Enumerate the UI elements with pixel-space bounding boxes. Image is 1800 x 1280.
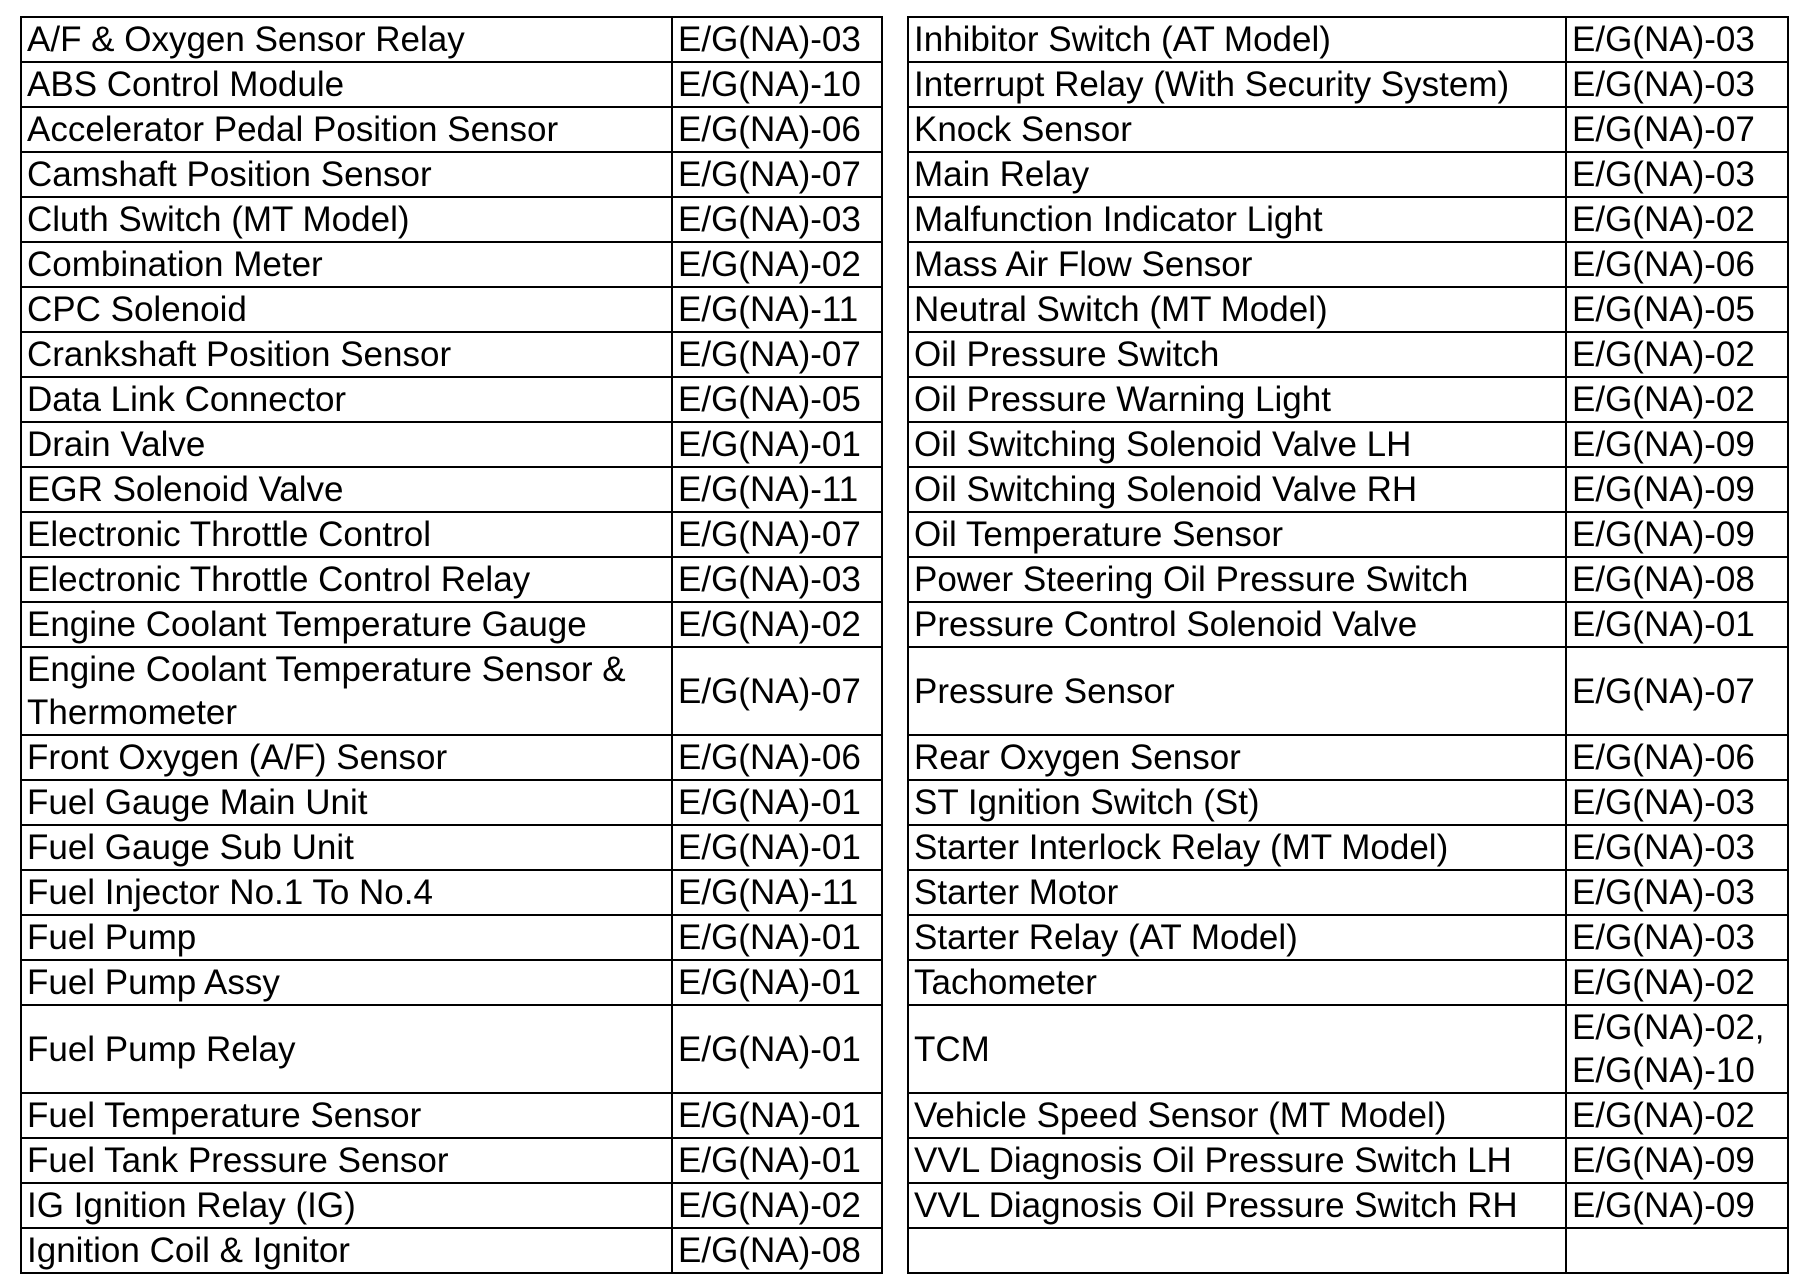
left-component-name: A/F & Oxygen Sensor Relay <box>21 17 672 62</box>
left-component-name: Data Link Connector <box>21 377 672 422</box>
column-gap <box>882 152 908 197</box>
left-component-name: EGR Solenoid Valve <box>21 467 672 512</box>
right-component-name: Starter Relay (AT Model) <box>908 915 1566 960</box>
column-gap <box>882 735 908 780</box>
left-page-code: E/G(NA)-10 <box>672 62 882 107</box>
right-page-code: E/G(NA)-03 <box>1566 62 1788 107</box>
right-component-name: Oil Temperature Sensor <box>908 512 1566 557</box>
right-page-code: E/G(NA)-03 <box>1566 870 1788 915</box>
right-page-code: E/G(NA)-03 <box>1566 152 1788 197</box>
column-gap <box>882 467 908 512</box>
right-page-code: E/G(NA)-03 <box>1566 17 1788 62</box>
left-page-code: E/G(NA)-11 <box>672 467 882 512</box>
left-page-code: E/G(NA)-05 <box>672 377 882 422</box>
right-page-code: E/G(NA)-06 <box>1566 242 1788 287</box>
right-page-code: E/G(NA)-07 <box>1566 647 1788 735</box>
table-row <box>21 332 1788 377</box>
table-row <box>21 647 1788 735</box>
table-row <box>21 422 1788 467</box>
left-page-code: E/G(NA)-06 <box>672 735 882 780</box>
right-page-code: E/G(NA)-09 <box>1566 512 1788 557</box>
right-component-name: Main Relay <box>908 152 1566 197</box>
left-component-name: Ignition Coil & Ignitor <box>21 1228 672 1273</box>
table-row <box>21 915 1788 960</box>
left-component-name: ABS Control Module <box>21 62 672 107</box>
right-page-code: E/G(NA)-03 <box>1566 825 1788 870</box>
left-component-name: CPC Solenoid <box>21 287 672 332</box>
right-component-name: Neutral Switch (MT Model) <box>908 287 1566 332</box>
table-row <box>21 960 1788 1005</box>
column-gap <box>882 557 908 602</box>
right-component-name: TCM <box>908 1005 1566 1093</box>
component-index-table <box>20 16 1789 1274</box>
right-component-name: Pressure Sensor <box>908 647 1566 735</box>
left-page-code: E/G(NA)-01 <box>672 1138 882 1183</box>
left-component-name: Crankshaft Position Sensor <box>21 332 672 377</box>
right-page-code: E/G(NA)-02 <box>1566 197 1788 242</box>
left-page-code: E/G(NA)-07 <box>672 512 882 557</box>
left-component-name: Fuel Pump Relay <box>21 1005 672 1093</box>
column-gap <box>882 825 908 870</box>
table-row <box>21 242 1788 287</box>
column-gap <box>882 512 908 557</box>
column-gap <box>882 107 908 152</box>
left-page-code: E/G(NA)-01 <box>672 1093 882 1138</box>
right-page-code: E/G(NA)-09 <box>1566 1183 1788 1228</box>
right-component-name: Oil Switching Solenoid Valve LH <box>908 422 1566 467</box>
left-component-name: Front Oxygen (A/F) Sensor <box>21 735 672 780</box>
table-row <box>21 467 1788 512</box>
table-row <box>21 870 1788 915</box>
left-component-name: Electronic Throttle Control Relay <box>21 557 672 602</box>
left-page-code: E/G(NA)-01 <box>672 825 882 870</box>
column-gap <box>882 62 908 107</box>
left-page-code: E/G(NA)-07 <box>672 647 882 735</box>
right-component-name: VVL Diagnosis Oil Pressure Switch RH <box>908 1183 1566 1228</box>
right-page-code <box>1566 1005 1788 1093</box>
table-row <box>21 512 1788 557</box>
left-component-name: Accelerator Pedal Position Sensor <box>21 107 672 152</box>
right-component-name: Mass Air Flow Sensor <box>908 242 1566 287</box>
table-row <box>21 287 1788 332</box>
left-component-name: Drain Valve <box>21 422 672 467</box>
left-page-code: E/G(NA)-01 <box>672 422 882 467</box>
left-page-code: E/G(NA)-06 <box>672 107 882 152</box>
table-row <box>21 1005 1788 1093</box>
right-component-name: Oil Pressure Switch <box>908 332 1566 377</box>
right-page-code: E/G(NA)-03 <box>1566 780 1788 825</box>
column-gap <box>882 870 908 915</box>
table-row <box>21 1138 1788 1183</box>
table-row <box>21 602 1788 647</box>
table-row <box>21 377 1788 422</box>
right-page-code: E/G(NA)-08 <box>1566 557 1788 602</box>
left-page-code: E/G(NA)-11 <box>672 287 882 332</box>
right-component-name: Knock Sensor <box>908 107 1566 152</box>
left-component-name: Engine Coolant Temperature Sensor & Thermometer <box>21 647 672 735</box>
column-gap <box>882 197 908 242</box>
left-page-code: E/G(NA)-11 <box>672 870 882 915</box>
column-gap <box>882 915 908 960</box>
column-gap <box>882 1093 908 1138</box>
table-body <box>21 17 1788 1273</box>
left-page-code: E/G(NA)-02 <box>672 602 882 647</box>
right-component-name: ST Ignition Switch (St) <box>908 780 1566 825</box>
left-page-code: E/G(NA)-07 <box>672 152 882 197</box>
right-page-code: E/G(NA)-07 <box>1566 107 1788 152</box>
column-gap <box>882 332 908 377</box>
column-gap <box>882 287 908 332</box>
right-component-name: Inhibitor Switch (AT Model) <box>908 17 1566 62</box>
right-component-name: Starter Motor <box>908 870 1566 915</box>
right-component-name <box>908 1228 1566 1273</box>
index-table-wrapper <box>20 16 1789 1274</box>
right-component-name: Malfunction Indicator Light <box>908 197 1566 242</box>
column-gap <box>882 602 908 647</box>
right-component-name: Oil Switching Solenoid Valve RH <box>908 467 1566 512</box>
left-component-name: IG Ignition Relay (IG) <box>21 1183 672 1228</box>
right-page-code: E/G(NA)-02 <box>1566 960 1788 1005</box>
right-page-code-line: E/G(NA)-10 <box>1572 1051 1755 1090</box>
right-component-name: Interrupt Relay (With Security System) <box>908 62 1566 107</box>
left-page-code: E/G(NA)-01 <box>672 960 882 1005</box>
right-page-code: E/G(NA)-01 <box>1566 602 1788 647</box>
table-row <box>21 557 1788 602</box>
left-page-code: E/G(NA)-03 <box>672 17 882 62</box>
column-gap <box>882 242 908 287</box>
right-page-code: E/G(NA)-06 <box>1566 735 1788 780</box>
left-page-code: E/G(NA)-07 <box>672 332 882 377</box>
left-component-name: Electronic Throttle Control <box>21 512 672 557</box>
left-component-name: Cluth Switch (MT Model) <box>21 197 672 242</box>
table-row <box>21 825 1788 870</box>
right-component-name: Power Steering Oil Pressure Switch <box>908 557 1566 602</box>
left-page-code: E/G(NA)-08 <box>672 1228 882 1273</box>
table-row <box>21 735 1788 780</box>
column-gap <box>882 1138 908 1183</box>
left-component-name: Fuel Injector No.1 To No.4 <box>21 870 672 915</box>
right-page-code-line: E/G(NA)-02, <box>1572 1008 1765 1047</box>
column-gap <box>882 17 908 62</box>
column-gap <box>882 377 908 422</box>
right-page-code: E/G(NA)-02 <box>1566 332 1788 377</box>
right-page-code: E/G(NA)-02 <box>1566 377 1788 422</box>
table-row <box>21 1228 1788 1273</box>
left-component-name: Engine Coolant Temperature Gauge <box>21 602 672 647</box>
left-component-name: Fuel Tank Pressure Sensor <box>21 1138 672 1183</box>
table-row <box>21 780 1788 825</box>
column-gap <box>882 1005 908 1093</box>
column-gap <box>882 780 908 825</box>
left-component-name: Camshaft Position Sensor <box>21 152 672 197</box>
left-page-code: E/G(NA)-02 <box>672 1183 882 1228</box>
right-component-name: Rear Oxygen Sensor <box>908 735 1566 780</box>
right-component-name: Pressure Control Solenoid Valve <box>908 602 1566 647</box>
column-gap <box>882 1183 908 1228</box>
table-row <box>21 62 1788 107</box>
table-row <box>21 1093 1788 1138</box>
left-page-code: E/G(NA)-01 <box>672 1005 882 1093</box>
column-gap <box>882 960 908 1005</box>
column-gap <box>882 422 908 467</box>
right-page-code: E/G(NA)-09 <box>1566 422 1788 467</box>
right-component-name: VVL Diagnosis Oil Pressure Switch LH <box>908 1138 1566 1183</box>
right-component-name: Tachometer <box>908 960 1566 1005</box>
left-component-name: Fuel Temperature Sensor <box>21 1093 672 1138</box>
left-component-name: Fuel Pump <box>21 915 672 960</box>
left-component-name: Fuel Pump Assy <box>21 960 672 1005</box>
right-page-code: E/G(NA)-09 <box>1566 1138 1788 1183</box>
right-page-code: E/G(NA)-09 <box>1566 467 1788 512</box>
column-gap <box>882 1228 908 1273</box>
table-row <box>21 17 1788 62</box>
right-page-code: E/G(NA)-05 <box>1566 287 1788 332</box>
left-page-code: E/G(NA)-02 <box>672 242 882 287</box>
right-page-code <box>1566 1228 1788 1273</box>
right-component-name: Starter Interlock Relay (MT Model) <box>908 825 1566 870</box>
table-row <box>21 1183 1788 1228</box>
right-component-name: Oil Pressure Warning Light <box>908 377 1566 422</box>
left-page-code: E/G(NA)-01 <box>672 915 882 960</box>
left-component-name: Fuel Gauge Sub Unit <box>21 825 672 870</box>
table-row <box>21 197 1788 242</box>
column-gap <box>882 647 908 735</box>
right-page-code: E/G(NA)-03 <box>1566 915 1788 960</box>
left-page-code: E/G(NA)-03 <box>672 557 882 602</box>
table-row <box>21 152 1788 197</box>
left-page-code: E/G(NA)-01 <box>672 780 882 825</box>
right-component-name: Vehicle Speed Sensor (MT Model) <box>908 1093 1566 1138</box>
table-row <box>21 107 1788 152</box>
left-component-name: Combination Meter <box>21 242 672 287</box>
left-page-code: E/G(NA)-03 <box>672 197 882 242</box>
left-component-name: Fuel Gauge Main Unit <box>21 780 672 825</box>
right-page-code: E/G(NA)-02 <box>1566 1093 1788 1138</box>
